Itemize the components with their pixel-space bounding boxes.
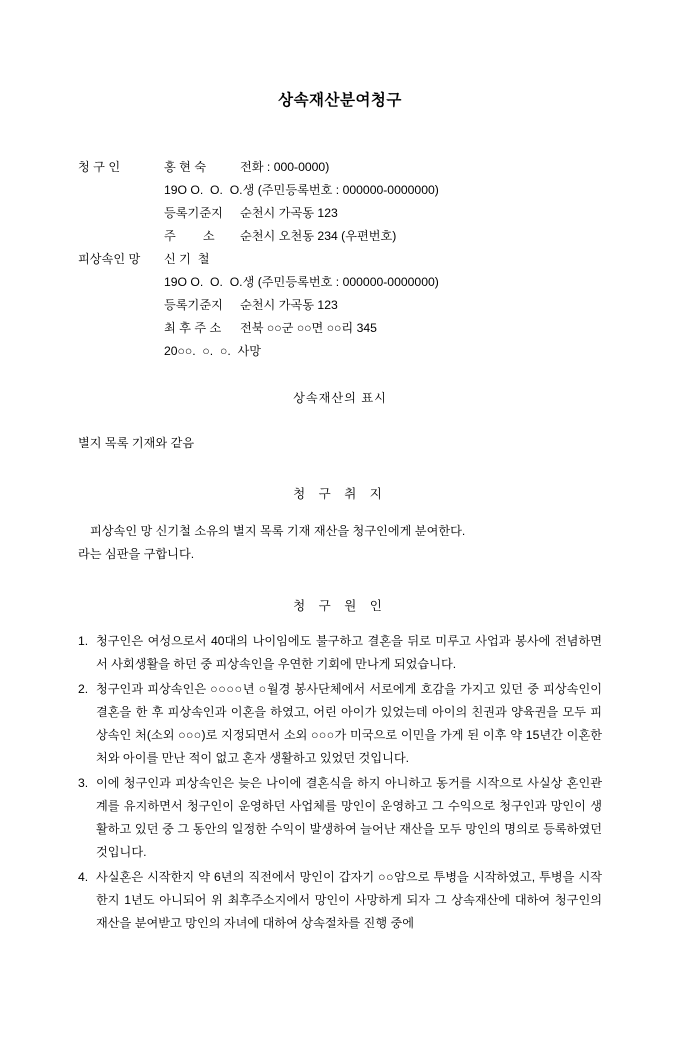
reason-text: 사실혼은 시작한지 약 6년의 직전에서 망인이 갑자기 ○○암으로 투병을 시작하였고, 투병을 시작한지 1년도 아니되어 위 최후주소지에서 망인이 사망하게 되자 그 상속재산에 대하여 청구인의 재산을 분여받고 망인의 자녀에 대하여 상속절차를 진행 중에 (96, 870, 602, 930)
reasons-list (78, 630, 602, 935)
list-item (78, 866, 602, 935)
list-item (78, 772, 602, 864)
decedent-death-row (78, 340, 602, 363)
claimant-address-label: 주 소 (164, 229, 215, 243)
decedent-registry-row (78, 294, 602, 317)
list-item (78, 678, 602, 770)
estate-heading: 상속재산의 표시 (293, 391, 387, 405)
claimant-registry-label: 등록기준지 (164, 206, 223, 220)
claimant-label: 청 구 인 (78, 160, 121, 174)
reason-number: 3. (78, 776, 89, 790)
decedent-birth-row (78, 271, 602, 294)
purport-body (78, 520, 602, 566)
decedent-birth: 19O O. O. O.생 (주민등록번호 : 000000-0000000) (164, 275, 439, 289)
parties-block (78, 156, 602, 363)
decedent-last-address-value: 전북 ○○군 ○○면 ○○리 345 (240, 321, 377, 335)
decedent-last-address-label: 최 후 주 소 (164, 321, 222, 335)
list-item (78, 630, 602, 676)
claimant-name-row (78, 156, 602, 179)
reason-number: 2. (78, 682, 89, 696)
claimant-phone: 전화 : 000-0000) (240, 160, 330, 174)
purport-heading: 청 구 취 지 (293, 487, 387, 501)
document-page (0, 88, 680, 1050)
claimant-birth-row (78, 179, 602, 202)
reason-number: 4. (78, 870, 89, 884)
purport-line-1: 피상속인 망 신기철 소유의 별지 목록 기재 재산을 청구인에게 분여한다. (90, 524, 466, 538)
page-title: 상속재산분여청구 (278, 92, 402, 109)
claimant-name: 홍 현 숙 (164, 160, 207, 174)
reason-text: 청구인과 피상속인은 ○○○○년 ○월경 봉사단체에서 서로에게 호감을 가지고 있던 중 피상속인이 결혼을 한 후 피상속인과 이혼을 하였고, 어린 아이가 있었는데 아이의 친권과 양육권을 모두 피상속인 처(소외 ○○○)로 지정되면서 소외 ○○○가 미국으로 이민을 가게 된 이후 약 15년간 이혼한 처와 아이를 만난 적이 없고 혼자 생활하고 있었던 것입니다. (96, 682, 602, 765)
claimant-registry-value: 순천시 가곡동 123 (240, 206, 338, 220)
estate-body: 별지 목록 기재와 같음 (78, 436, 195, 450)
claimant-birth: 19O O. O. O.생 (주민등록번호 : 000000-0000000) (164, 183, 439, 197)
decedent-registry-label: 등록기준지 (164, 298, 223, 312)
decedent-last-address-row (78, 317, 602, 340)
decedent-death-date: 20○○. ○. ○. 사망 (164, 344, 262, 358)
claimant-address-row (78, 225, 602, 248)
claimant-address-value: 순천시 오천동 234 (우편번호) (240, 229, 397, 243)
claimant-registry-row (78, 202, 602, 225)
decedent-registry-value: 순천시 가곡동 123 (240, 298, 338, 312)
decedent-name: 신 기 철 (164, 252, 210, 266)
reason-text: 청구인은 여성으로서 40대의 나이임에도 불구하고 결혼을 뒤로 미루고 사업과 봉사에 전념하면서 사회생활을 하던 중 피상속인을 우연한 기회에 만나게 되었습니다. (96, 634, 602, 671)
purport-line-2: 라는 심판을 구합니다. (78, 547, 195, 561)
decedent-label: 피상속인 망 (78, 252, 141, 266)
reasons-heading: 청 구 원 인 (293, 599, 387, 613)
reason-number: 1. (78, 634, 89, 648)
reason-text: 이에 청구인과 피상속인은 늦은 나이에 결혼식을 하지 아니하고 동거를 시작으로 사실상 혼인관계를 유지하면서 청구인이 운영하던 사업체를 망인이 운영하고 그 수익으로 청구인과 망인이 생활하고 있던 중 그 동안의 일정한 수익이 발생하여 늘어난 재산을 모두 망인의 명의로 등록하였던 것입니다. (96, 776, 602, 859)
decedent-name-row (78, 248, 602, 271)
